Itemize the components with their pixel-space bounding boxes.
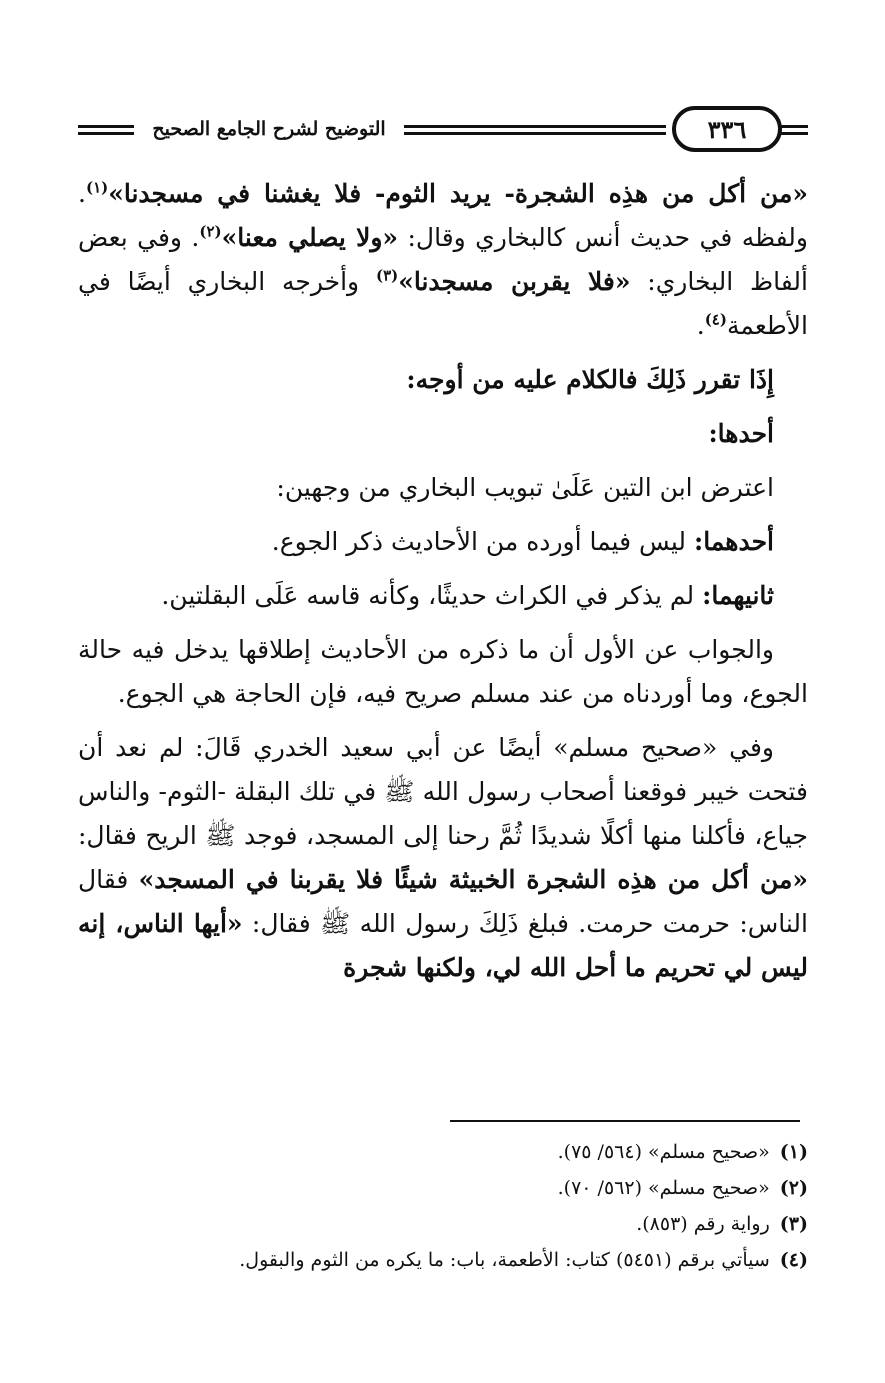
point-text: ليس فيما أورده من الأحاديث ذكر الجوع. xyxy=(271,527,694,556)
body-text: . ولفظه في حديث أنس كالبخاري وقال: xyxy=(78,179,808,252)
footnote-ref[interactable]: (١) xyxy=(85,178,109,197)
section-heading: أحدها: xyxy=(708,419,774,448)
body-text: . وفي بعض ألفاظ البخاري: xyxy=(78,223,808,296)
footnote-number: (٤) xyxy=(779,1249,808,1271)
footnote-text: رواية رقم (٨٥٣). xyxy=(636,1213,770,1235)
footnote-text: سيأتي برقم (٥٤٥١) كتاب: الأطعمة، باب: ما يكره من الثوم والبقول. xyxy=(239,1249,770,1271)
header-rule-middle xyxy=(404,124,666,136)
body-text: . xyxy=(696,311,705,340)
footnote-ref[interactable]: (٣) xyxy=(375,266,399,285)
footnote-number: (١) xyxy=(779,1141,808,1163)
footnote-ref[interactable]: (٤) xyxy=(704,310,727,329)
page-number: ٣٣٦ xyxy=(707,114,747,144)
page-header xyxy=(78,104,808,160)
quote-text: «ولا يصلي معنا» xyxy=(221,223,399,252)
footnote-item xyxy=(78,1242,808,1278)
running-title: التوضيح لشرح الجامع الصحيح xyxy=(152,118,386,140)
footnote-ref[interactable]: (٢) xyxy=(199,222,222,241)
footnote-separator xyxy=(450,1120,800,1122)
quote-text: «أيها الناس، إنه ليس لي تحريم ما أحل الله لي، ولكنها شجرة xyxy=(78,909,808,982)
footnote-text: «صحيح مسلم» (٥٦٢/ ٧٠). xyxy=(557,1177,770,1199)
header-rule-right xyxy=(780,124,808,136)
body-text: فقال الناس: حرمت حرمت. فبلغ ذَلِكَ رسول الله ﷺ فقال: xyxy=(78,865,808,938)
paragraph-objection: اعترض ابن التين عَلَىٰ تبويب البخاري من وجهين: xyxy=(276,473,774,502)
body-text: وفي «صحيح مسلم» أيضًا عن أبي سعيد الخدري قَالَ: لم نعد أن فتحت خيبر فوقعنا أصحاب رسول الله ﷺ في تلك البقلة -الثوم- والناس جياع، فأكلنا منها أكلًا شديدًا ثُمَّ رحنا إلى المسجد، فوجد ﷺ الريح فقال: xyxy=(78,733,808,850)
paragraph-answer: والجواب عن الأول أن ما ذكره من الأحاديث إطلاقها يدخل فيه حالة الجوع، وما أوردناه من عند مسلم صريح فيه، فإن الحاجة هي الجوع. xyxy=(78,635,808,708)
page-number-badge xyxy=(672,106,782,152)
point-text: لم يذكر في الكراث حديثًا، وكأنه قاسه عَلَى البقلتين. xyxy=(161,581,703,610)
point-label: أحدهما: xyxy=(693,527,774,556)
paragraph-muslim-hadith xyxy=(78,726,808,990)
footnotes xyxy=(78,1134,808,1278)
footnote-item xyxy=(78,1206,808,1242)
main-text xyxy=(78,172,808,990)
footnote-number: (٣) xyxy=(779,1213,808,1235)
footnote-number: (٢) xyxy=(779,1177,808,1199)
header-rule-left xyxy=(78,124,134,136)
paragraph-hadith-quote xyxy=(78,172,808,348)
footnote-item xyxy=(78,1170,808,1206)
quote-text: «من أكل من هذِه الشجرة- يريد الثوم- فلا يغشنا في مسجدنا» xyxy=(108,179,808,208)
quote-text: «فلا يقربن مسجدنا» xyxy=(398,267,631,296)
footnote-text: «صحيح مسلم» (٥٦٤/ ٧٥). xyxy=(557,1141,770,1163)
section-intro: إِذَا تقرر ذَلِكَ فالكلام عليه من أوجه: xyxy=(406,365,774,394)
paragraph-second-point xyxy=(78,574,808,618)
quote-text: «من أكل من هذِه الشجرة الخبيثة شيئًا فلا يقربنا في المسجد» xyxy=(138,865,809,894)
point-label: ثانيهما: xyxy=(702,581,774,610)
body-text: وأخرجه البخاري أيضًا في الأطعمة xyxy=(78,267,808,340)
footnote-item xyxy=(78,1134,808,1170)
paragraph-first-point xyxy=(78,520,808,564)
